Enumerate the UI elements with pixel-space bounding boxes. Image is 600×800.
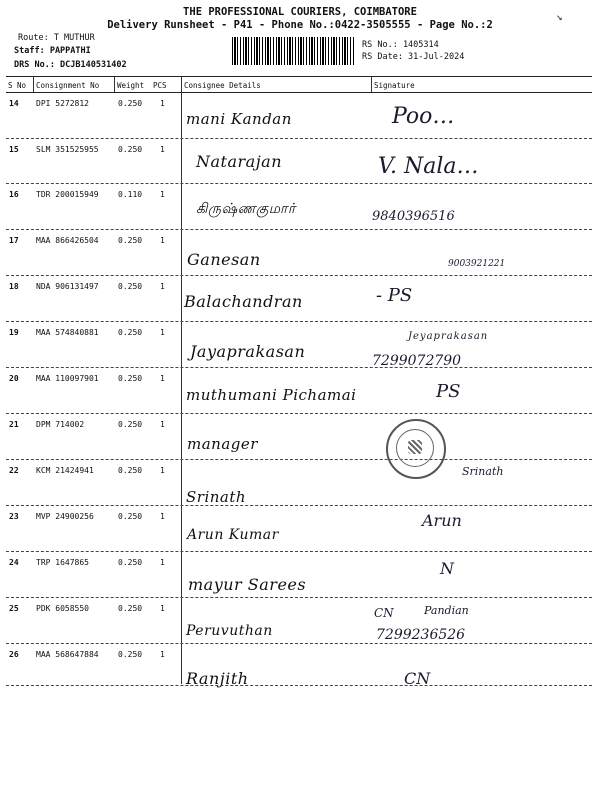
row-separator xyxy=(6,685,592,686)
row-consignment-no: TDR 200015949 xyxy=(36,190,99,199)
row-separator xyxy=(6,229,592,230)
column-divider xyxy=(181,76,182,684)
row-separator xyxy=(6,459,592,460)
row-consignee-handwriting: Ganesan xyxy=(187,250,261,269)
row-sno: 23 xyxy=(9,512,19,521)
row-signature: 9840396516 xyxy=(372,209,455,224)
row-separator xyxy=(6,367,592,368)
col-header-pcs: PCS xyxy=(153,81,167,90)
row-weight: 0.250 xyxy=(118,99,143,108)
runsheet-subtitle: Delivery Runsheet - P41 - Phone No.:0422-3505555 - Page No.:2 xyxy=(107,19,493,31)
row-separator xyxy=(6,321,592,322)
row-pcs: 1 xyxy=(160,236,165,245)
row-pcs: 1 xyxy=(160,374,165,383)
row-weight: 0.250 xyxy=(118,374,143,383)
company-title: THE PROFESSIONAL COURIERS, COIMBATORE xyxy=(183,6,417,18)
row-consignment-no: DPI 5272812 xyxy=(36,99,89,108)
row-pcs: 1 xyxy=(160,466,165,475)
row-sno: 21 xyxy=(9,420,19,429)
row-separator xyxy=(6,597,592,598)
row-signature: 9003921221 xyxy=(448,259,506,269)
row-consignment-no: PDK 6058550 xyxy=(36,604,89,613)
row-separator xyxy=(6,138,592,139)
row-consignee-handwriting: Jayaprakasan xyxy=(190,342,306,361)
row-consignment-no: TRP 1647865 xyxy=(36,558,89,567)
row-sno: 14 xyxy=(9,99,19,108)
row-weight: 0.250 xyxy=(118,236,143,245)
row-sno: 25 xyxy=(9,604,19,613)
row-signature: Arun xyxy=(422,511,462,530)
row-pcs: 1 xyxy=(160,420,165,429)
row-weight: 0.250 xyxy=(118,328,143,337)
row-consignment-no: SLM 351525955 xyxy=(36,145,99,154)
row-consignee-handwriting: mayur Sarees xyxy=(188,575,307,594)
row-consignee-handwriting: Arun Kumar xyxy=(187,527,279,543)
row-separator xyxy=(6,551,592,552)
row-weight: 0.250 xyxy=(118,558,143,567)
header-bottom-rule xyxy=(6,92,592,93)
corner-mark-icon: ↘ xyxy=(556,10,563,23)
row-consignee-handwriting: Ranjith xyxy=(186,669,249,688)
row-separator xyxy=(6,183,592,184)
row-weight: 0.250 xyxy=(118,604,143,613)
row-signature: CN xyxy=(404,669,431,688)
row25-signature-prefix: CN xyxy=(374,606,394,620)
row-pcs: 1 xyxy=(160,99,165,108)
row-signature: 7299236526 xyxy=(376,627,466,643)
row-separator xyxy=(6,275,592,276)
row-signature: V. Nala… xyxy=(378,154,479,179)
row-consignee-handwriting: muthumani Pichamai xyxy=(186,386,357,404)
header-top-rule xyxy=(6,76,592,77)
column-divider xyxy=(33,76,34,92)
row-sno: 26 xyxy=(9,650,19,659)
row-consignment-no: DPM 714002 xyxy=(36,420,85,429)
rs-date: RS Date: 31-Jul-2024 xyxy=(362,52,465,62)
row-consignee-handwriting: Natarajan xyxy=(196,152,282,171)
row-consignment-no: KCM 21424941 xyxy=(36,466,94,475)
column-divider xyxy=(371,76,372,92)
row-weight: 0.250 xyxy=(118,420,143,429)
barcode-image xyxy=(232,37,354,65)
row-consignee-handwriting: கிருஷ்ணகுமார் xyxy=(196,201,296,217)
row-consignment-no: MAA 110097901 xyxy=(36,374,99,383)
row-separator xyxy=(6,643,592,644)
row-consignee-handwriting: Balachandran xyxy=(184,292,303,311)
row-weight: 0.250 xyxy=(118,650,143,659)
row-consignment-no: MAA 574840881 xyxy=(36,328,99,337)
row25-signature-name: Pandian xyxy=(424,604,469,617)
row-pcs: 1 xyxy=(160,145,165,154)
row-consignment-no: NDA 906131497 xyxy=(36,282,99,291)
rs-number: RS No.: 1405314 xyxy=(362,40,439,50)
row-weight: 0.250 xyxy=(118,512,143,521)
row-separator xyxy=(6,505,592,506)
row-consignment-no: MAA 866426504 xyxy=(36,236,99,245)
route-label: Route: T MUTHUR xyxy=(18,33,95,43)
row-consignee-handwriting: mani Kandan xyxy=(186,110,292,128)
row-pcs: 1 xyxy=(160,650,165,659)
row-signature: N xyxy=(440,559,454,578)
row-signature: 7299072790 xyxy=(372,353,462,369)
row-weight: 0.250 xyxy=(118,282,143,291)
col-header-weight: Weight xyxy=(117,81,145,90)
col-header-consignee: Consignee Details xyxy=(184,81,261,90)
row-sno: 19 xyxy=(9,328,19,337)
col-header-consignment: Consignment No xyxy=(36,81,100,90)
drs-number: DRS No.: DCJB140531402 xyxy=(14,60,127,70)
row-consignment-no: MVP 24900256 xyxy=(36,512,94,521)
row-sno: 15 xyxy=(9,145,19,154)
row-consignment-no: MAA 568647884 xyxy=(36,650,99,659)
row-sno: 17 xyxy=(9,236,19,245)
row-separator xyxy=(6,413,592,414)
row-weight: 0.250 xyxy=(118,466,143,475)
row-sno: 18 xyxy=(9,282,19,291)
row-pcs: 1 xyxy=(160,512,165,521)
row-sno: 16 xyxy=(9,190,19,199)
column-divider xyxy=(114,76,115,92)
row-signature: Srinath xyxy=(462,465,504,478)
row-signature: PS xyxy=(436,381,461,402)
row-pcs: 1 xyxy=(160,190,165,199)
delivery-stamp xyxy=(386,419,446,479)
staff-label: Staff: PAPPATHI xyxy=(14,46,91,56)
row-consignee-handwriting: Srinath xyxy=(186,488,247,506)
row-weight: 0.250 xyxy=(118,145,143,154)
row-consignee-handwriting: manager xyxy=(187,435,258,453)
row-sno: 20 xyxy=(9,374,19,383)
row19-signature-name: Jeyaprakasan xyxy=(408,331,489,342)
row-signature: Poo… xyxy=(392,104,455,129)
row-weight: 0.110 xyxy=(118,190,143,199)
col-header-sno: S No xyxy=(8,81,27,90)
row-pcs: 1 xyxy=(160,282,165,291)
row-pcs: 1 xyxy=(160,558,165,567)
row-pcs: 1 xyxy=(160,604,165,613)
row-pcs: 1 xyxy=(160,328,165,337)
row-sno: 24 xyxy=(9,558,19,567)
col-header-signature: Signature xyxy=(374,81,415,90)
row-sno: 22 xyxy=(9,466,19,475)
row-signature: - PS xyxy=(376,285,413,306)
row-consignee-handwriting: Peruvuthan xyxy=(186,623,273,639)
